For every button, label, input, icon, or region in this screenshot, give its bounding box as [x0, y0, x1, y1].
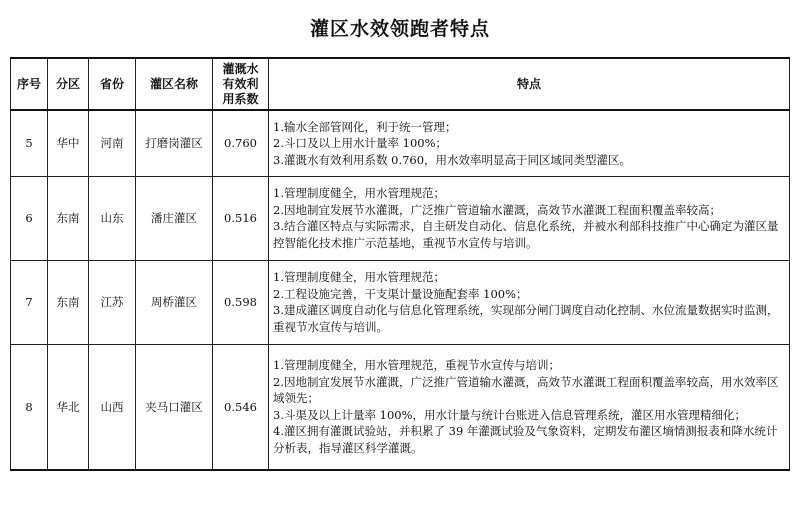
- header-no: 序号: [11, 58, 48, 110]
- cell-province: 山西: [89, 344, 136, 470]
- cell-features: [269, 344, 790, 470]
- cell-no: 8: [11, 344, 48, 470]
- feature-line: 3.斗渠及以上计量率 100%，用水计量与统计台账进入信息管理系统，灌区用水管理精细化；: [273, 407, 747, 422]
- cell-region: 华中: [48, 110, 89, 176]
- cell-name: 打磨岗灌区: [136, 110, 213, 176]
- feature-line: 2.因地制宜发展节水灌溉，广泛推广管道输水灌溉，高效节水灌溉工程面积覆盖率较高，用水效率区域领先；: [273, 374, 779, 406]
- cell-coefficient: 0.760: [213, 110, 269, 176]
- feature-line: 1.管理制度健全，用水管理规范；: [273, 270, 445, 284]
- cell-name: 夹马口灌区: [136, 344, 213, 470]
- cell-no: 7: [11, 260, 48, 344]
- feature-line: 1.管理制度健全，用水管理规范；: [273, 186, 445, 200]
- feature-line: 4.灌区拥有灌溉试验站，并积累了 39 年灌溉试验及气象资料，定期发布灌区墒情测报表和降水统计分析表，指导灌区科学灌溉。: [273, 424, 778, 455]
- feature-line: 2.斗口及以上用水计量率 100%；: [273, 136, 448, 150]
- cell-province: 江苏: [89, 260, 136, 344]
- feature-line: 1.管理制度健全，用水管理规范，重视节水宣传与培训；: [273, 358, 560, 373]
- feature-line: 2.工程设施完善，干支渠计量设施配套率 100%；: [273, 286, 528, 301]
- cell-features: [269, 176, 790, 260]
- cell-coefficient: 0.516: [213, 176, 269, 260]
- table-row: [11, 344, 790, 470]
- feature-line: 1.输水全部管网化，利于统一管理；: [273, 119, 457, 134]
- table-header-row: [11, 58, 790, 110]
- cell-coefficient: 0.546: [213, 344, 269, 470]
- table-row: [11, 260, 790, 344]
- cell-features: [269, 260, 790, 344]
- header-coefficient: 灌溉水有效利用系数: [213, 58, 269, 110]
- cell-region: 东南: [48, 176, 89, 260]
- cell-name: 周桥灌区: [136, 260, 213, 344]
- cell-region: 华北: [48, 344, 89, 470]
- cell-region: 东南: [48, 260, 89, 344]
- cell-no: 5: [11, 110, 48, 176]
- header-region: 分区: [48, 58, 89, 110]
- cell-features: [269, 110, 790, 176]
- cell-province: 山东: [89, 176, 136, 260]
- page-title: 灌区水效领跑者特点: [309, 18, 490, 40]
- cell-name: 潘庄灌区: [136, 176, 213, 260]
- header-province: 省份: [89, 58, 136, 110]
- cell-no: 6: [11, 176, 48, 260]
- feature-line: 3.建成灌区调度自动化与信息化管理系统，实现部分闸门调度自动化控制、水位流量数据实时监测，重视节水宣传与培训。: [273, 303, 779, 334]
- data-table: [10, 57, 790, 471]
- feature-line: 3.灌溉水有效利用系数 0.760，用水效率明显高于同区域同类型灌区。: [273, 152, 632, 167]
- table-row: [11, 110, 790, 176]
- cell-province: 河南: [89, 110, 136, 176]
- header-name: 灌区名称: [136, 58, 213, 110]
- table-row: [11, 176, 790, 260]
- header-features: 特点: [269, 58, 790, 110]
- feature-line: 2.因地制宜发展节水灌溉，广泛推广管道输水灌溉，高效节水灌溉工程面积覆盖率较高；: [273, 202, 721, 217]
- feature-line: 3.结合灌区特点与实际需求，自主研发自动化、信息化系统，并被水利部科技推广中心确定为灌区量控智能化技术推广示范基地，重视节水宣传与培训。: [273, 219, 779, 250]
- cell-coefficient: 0.598: [213, 260, 269, 344]
